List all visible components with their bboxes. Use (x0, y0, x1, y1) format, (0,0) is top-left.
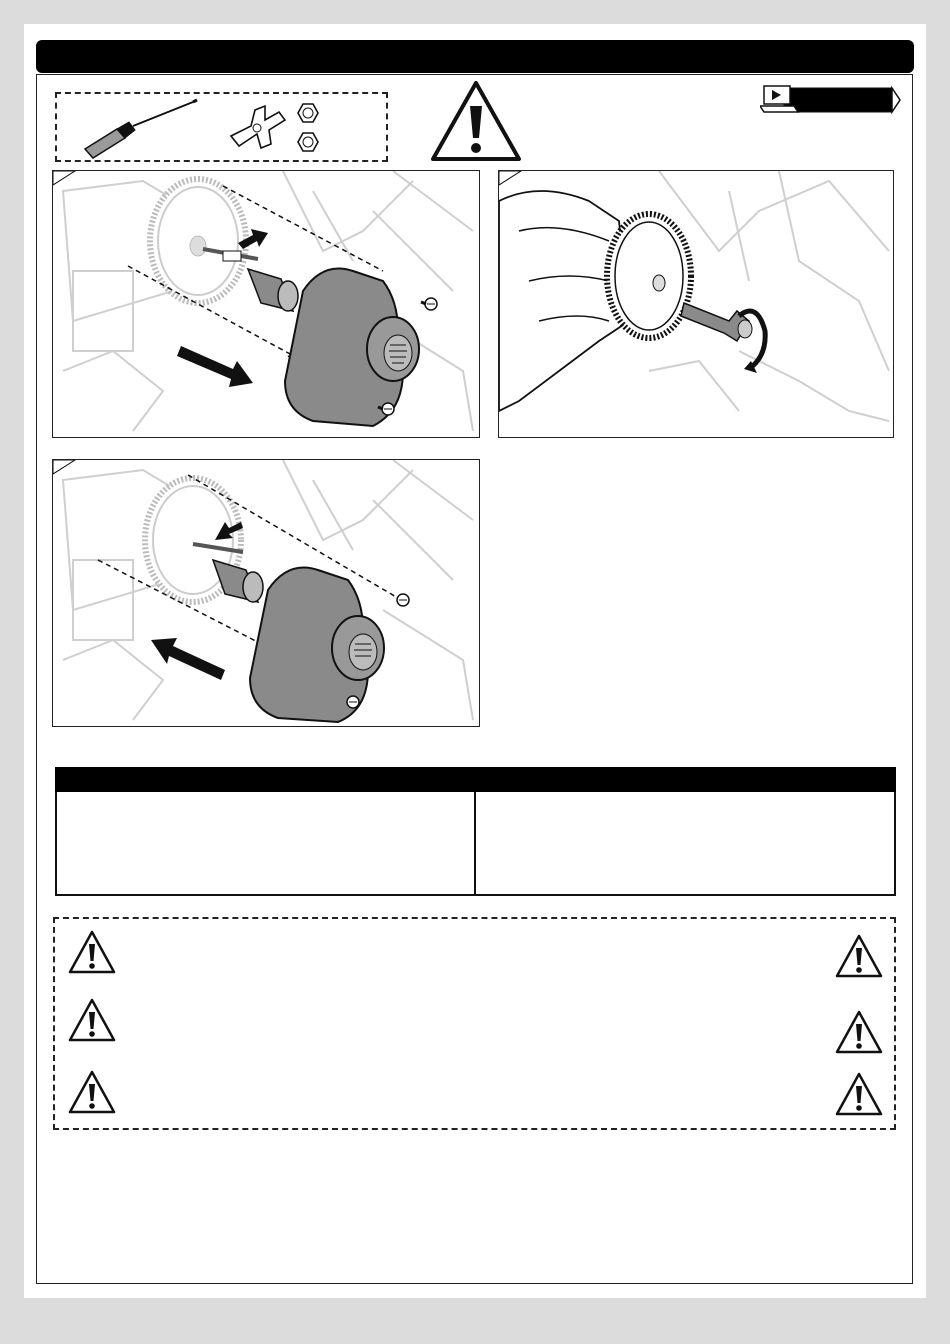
warning-icon (834, 1071, 884, 1117)
gear-cover (250, 568, 384, 723)
screw-icon (397, 594, 409, 606)
figure-panel-1 (52, 170, 480, 438)
warning-row (55, 1069, 894, 1129)
slipper-cylinder (213, 560, 263, 602)
gear-cover (285, 269, 419, 427)
direction-arrow (177, 346, 253, 387)
warning-icon (834, 933, 884, 979)
cross-wrench-icon (231, 106, 285, 148)
warnings-box (53, 917, 896, 1130)
warning-icon (67, 997, 117, 1043)
warning-icon (430, 80, 522, 162)
warning-icon (834, 1009, 884, 1055)
gear-cover-install-illustration (53, 460, 480, 727)
nut-icon (298, 133, 318, 151)
screw-icon (347, 696, 359, 708)
warning-row (55, 997, 894, 1057)
table-header (55, 767, 896, 792)
warning-icon (67, 929, 117, 975)
screw-icon (421, 298, 437, 310)
motor-shaft (223, 251, 241, 261)
warning-row (55, 929, 894, 989)
hand (499, 191, 629, 411)
spur-gear (150, 179, 246, 303)
table-divider (474, 792, 476, 895)
spur-gear (607, 214, 691, 338)
figure-panel-2 (498, 170, 894, 438)
warning-icon (67, 1069, 117, 1115)
required-tools-box (55, 92, 388, 162)
video-badge[interactable] (760, 84, 902, 116)
spur-gear-wrench-illustration (499, 171, 894, 438)
cross-wrench-icon (681, 303, 752, 341)
slipper-cylinder (248, 269, 298, 311)
nut-icon (298, 104, 318, 122)
gear-cover-removal-illustration (53, 171, 480, 438)
screwdriver-icon (85, 100, 197, 158)
section-header-bar (36, 40, 914, 73)
figure-panel-3 (52, 459, 480, 727)
direction-arrow (151, 638, 225, 680)
